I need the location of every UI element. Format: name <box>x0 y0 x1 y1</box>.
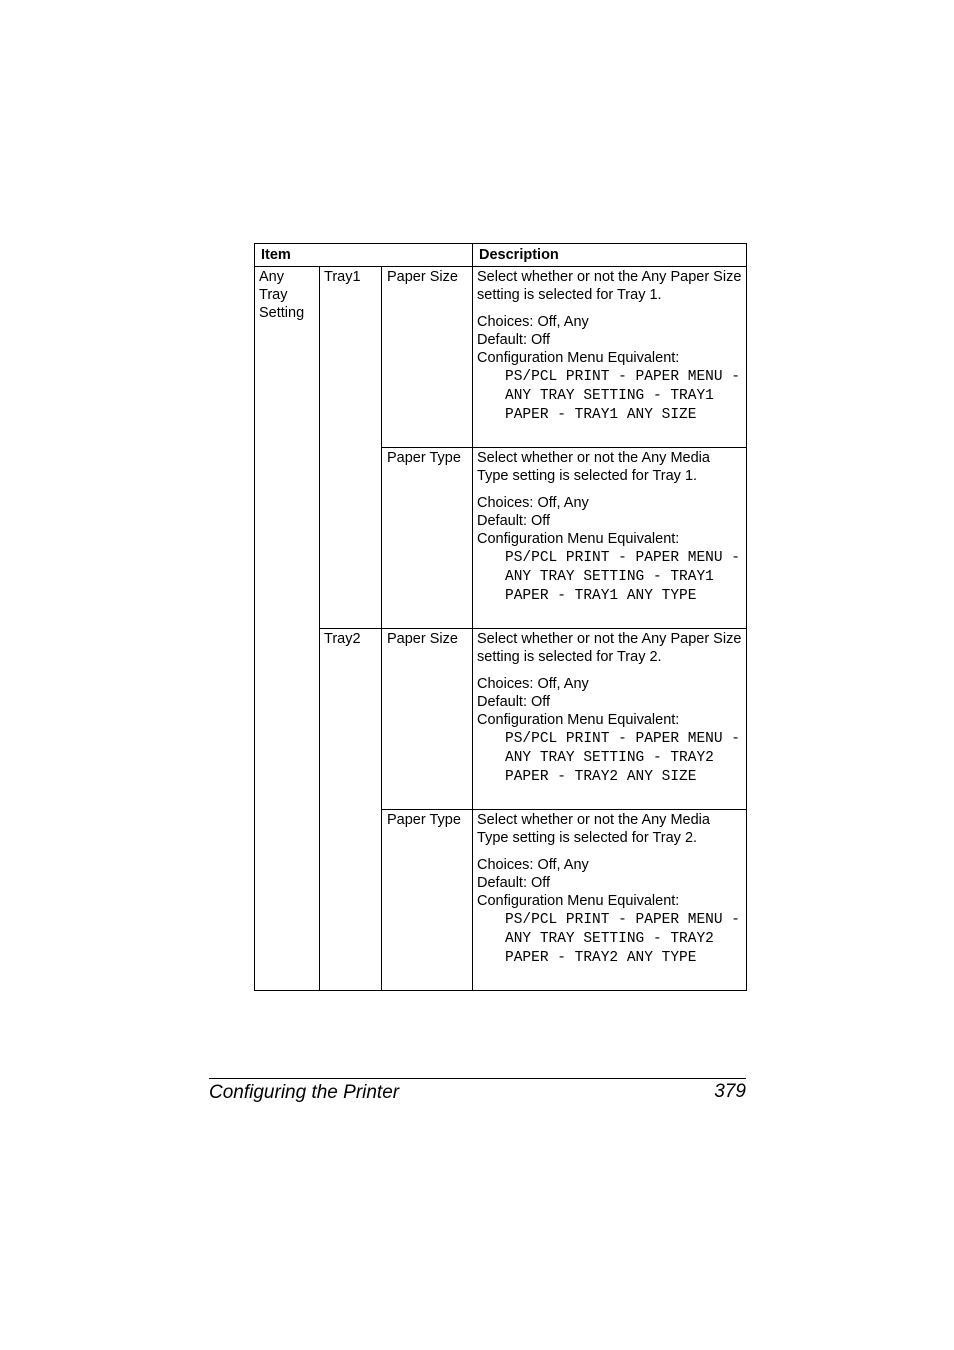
item-cell <box>382 448 473 629</box>
item-label: Paper Type <box>387 812 461 828</box>
description-default: Default: Off <box>477 513 551 529</box>
description-summary: Select whether or not the Any Paper Size setting is selected for Tray 1. <box>477 269 742 303</box>
description-menu-label: Configuration Menu Equivalent: <box>477 350 680 366</box>
description-cell <box>473 448 747 629</box>
description-choices: Choices: Off, Any <box>477 676 589 692</box>
description-menu-label: Configuration Menu Equivalent: <box>477 531 680 547</box>
description-default: Default: Off <box>477 332 551 348</box>
header-item: Item <box>255 244 473 267</box>
description-menu-path: PS/PCL PRINT - PAPER MENU - ANY TRAY SETTING - TRAY2 PAPER - TRAY2 ANY TYPE <box>505 912 749 966</box>
description-default: Default: Off <box>477 694 551 710</box>
footer-title: Configuring the Printer <box>209 1082 400 1103</box>
tray-label: Tray2 <box>324 631 361 647</box>
table-row <box>255 267 747 448</box>
group-label-cell <box>255 267 320 991</box>
description-summary: Select whether or not the Any Media Type setting is selected for Tray 2. <box>477 812 710 846</box>
description-menu-label: Configuration Menu Equivalent: <box>477 712 680 728</box>
description-menu-path: PS/PCL PRINT - PAPER MENU - ANY TRAY SETTING - TRAY1 PAPER - TRAY1 ANY SIZE <box>505 369 749 423</box>
description-choices: Choices: Off, Any <box>477 857 589 873</box>
description-summary: Select whether or not the Any Media Type setting is selected for Tray 1. <box>477 450 710 484</box>
description-default: Default: Off <box>477 875 551 891</box>
description-cell <box>473 810 747 991</box>
header-description: Description <box>473 244 747 267</box>
description-menu-label: Configuration Menu Equivalent: <box>477 893 680 909</box>
footer-divider <box>209 1078 746 1079</box>
item-label: Paper Size <box>387 631 458 647</box>
description-cell <box>473 629 747 810</box>
description-menu-path: PS/PCL PRINT - PAPER MENU - ANY TRAY SETTING - TRAY1 PAPER - TRAY1 ANY TYPE <box>505 550 749 604</box>
tray-cell <box>320 267 382 629</box>
item-label: Paper Type <box>387 450 461 466</box>
description-choices: Choices: Off, Any <box>477 314 589 330</box>
settings-table <box>254 243 747 991</box>
item-cell <box>382 810 473 991</box>
tray-label: Tray1 <box>324 269 361 285</box>
item-label: Paper Size <box>387 269 458 285</box>
description-cell <box>473 267 747 448</box>
table-header-row <box>255 244 747 267</box>
page-number: 379 <box>714 1081 746 1102</box>
tray-cell <box>320 629 382 991</box>
table-row <box>255 629 747 810</box>
item-cell <box>382 629 473 810</box>
description-choices: Choices: Off, Any <box>477 495 589 511</box>
description-summary: Select whether or not the Any Paper Size setting is selected for Tray 2. <box>477 631 742 665</box>
description-menu-path: PS/PCL PRINT - PAPER MENU - ANY TRAY SETTING - TRAY2 PAPER - TRAY2 ANY SIZE <box>505 731 749 785</box>
group-label: Any Tray Setting <box>259 269 305 321</box>
item-cell <box>382 267 473 448</box>
